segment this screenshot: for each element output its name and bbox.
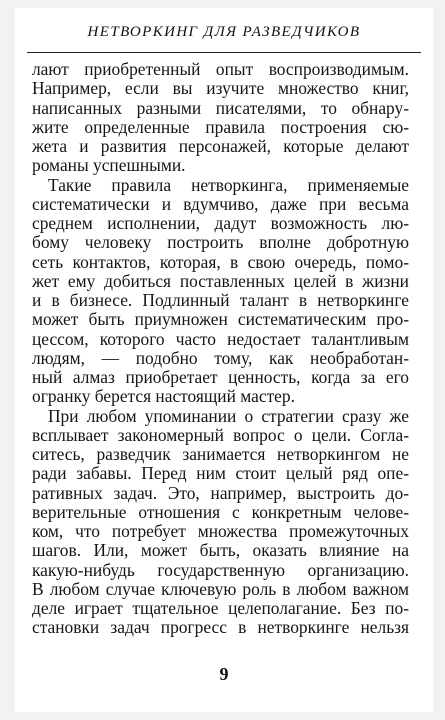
text-line: ситесь, разведчик занимается нетворкингом не <box>32 445 409 464</box>
text-line: При любом упоминании о стратегии сразу же <box>48 406 409 426</box>
text-line: жета и развития персонажей, которые делают <box>32 137 409 156</box>
header-divider <box>27 52 421 53</box>
body-text <box>32 60 409 638</box>
text-line: ради забавы. Перед ним стоит целый ряд опе- <box>32 464 409 484</box>
text-line: всплывает закономерный вопрос о цели. Согла- <box>32 425 409 445</box>
text-line: и в бизнесе. Подлинный талант в нетворкинге <box>32 291 409 310</box>
text-line: шагов. Или, может быть, оказать влияние на <box>32 541 409 561</box>
text-line: может быть приумножен систематическим про- <box>32 310 409 330</box>
text-line: систематически и вдумчиво, даже при весьма <box>32 194 409 214</box>
page-number: 9 <box>219 664 229 684</box>
paragraph <box>32 60 409 176</box>
paragraph <box>32 176 409 407</box>
text-line: цессом, которого часто недостает талантливым <box>32 329 409 349</box>
text-line: написанных разными писателями, то обнару- <box>32 98 409 118</box>
paragraph <box>32 407 409 638</box>
text-line: сеть контактов, которая, в свою очередь, помо- <box>32 252 409 272</box>
text-line: Такие правила нетворкинга, применяемые <box>48 175 409 195</box>
text-line: В любом случае ключевую роль в любом важном <box>32 579 409 599</box>
text-line: лают приобретенный опыт воспроизводимым. <box>32 60 409 79</box>
text-line: ный алмаз приобретает ценность, когда за его <box>32 368 409 387</box>
text-line: деле играет тщательное целеполагание. Без по- <box>32 599 409 618</box>
text-line: жет ему добиться поставленных целей в жизни <box>32 271 409 291</box>
text-line: ком, что потребует множества промежуточных <box>32 522 409 541</box>
running-header: НЕТВОРКИНГ ДЛЯ РАЗВЕДЧИКОВ <box>87 24 361 40</box>
text-line: романы успешными. <box>32 156 186 176</box>
text-line: среднем исполнении, дадут возможность лю- <box>32 214 409 233</box>
text-line: ративных задач. Это, например, выстроить до- <box>32 483 409 503</box>
text-line: жите определенные правила построения сю- <box>32 117 409 137</box>
text-line: Например, если вы изучите множество книг, <box>32 79 409 99</box>
text-line: какую-нибудь государственную организацию. <box>32 560 409 580</box>
book-page <box>15 8 433 712</box>
text-line: огранку берется настоящий мастер. <box>32 387 295 407</box>
text-line: становки задач прогресс в нетворкинге нельзя <box>32 618 409 638</box>
text-line: верительные отношения с конкретным челове- <box>32 502 409 522</box>
text-line: бому человеку построить вполне добротную <box>32 233 409 253</box>
text-line: людям, — подобно тому, как необработан- <box>32 348 409 368</box>
